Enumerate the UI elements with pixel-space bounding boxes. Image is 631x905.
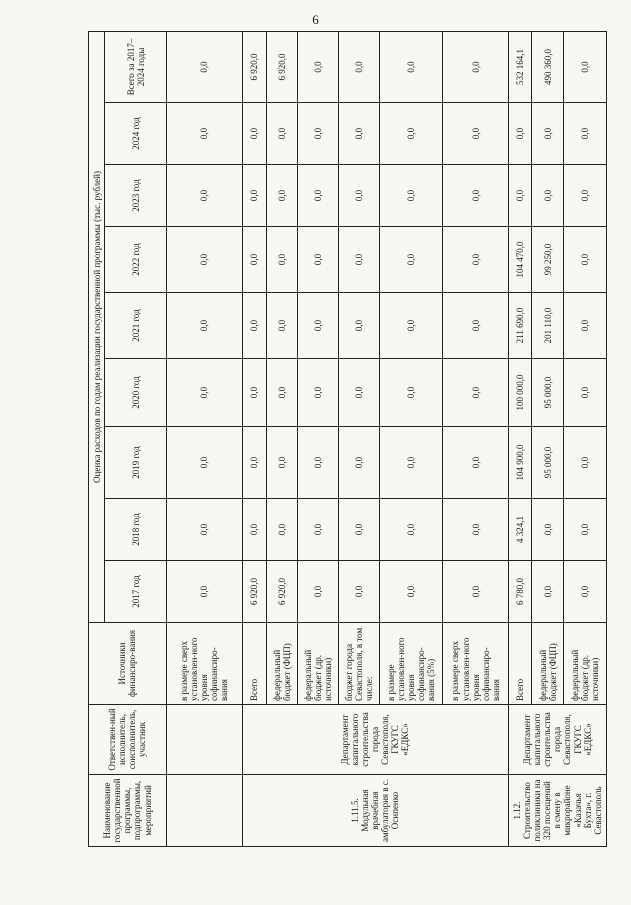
table-row: [166, 31, 242, 846]
responsible-cell: Департамент капитального строительства города Севастополя, ГКУГС «ЕДКС»: [508, 705, 606, 775]
value-cell: 0,0: [166, 499, 242, 561]
value-cell: 0,0: [379, 293, 443, 359]
value-cell: 0,0: [443, 359, 509, 427]
value-cell: 6 920,0: [242, 31, 267, 102]
source-cell: бюджет города Севастополя, в том числе:: [338, 623, 379, 705]
program-name-cell: 1.11.5. Модульная врачебная амбулатория в с. Осипенко: [242, 775, 508, 847]
value-cell: 0,0: [297, 31, 338, 102]
value-cell: 0,0: [166, 293, 242, 359]
value-cell: 0,0: [297, 227, 338, 293]
value-cell: 0,0: [379, 359, 443, 427]
value-cell: 0,0: [508, 165, 531, 227]
source-cell: федеральный бюджет (др. источники): [297, 623, 338, 705]
header-year-2023: 2023 год: [105, 165, 166, 227]
value-cell: 0,0: [166, 227, 242, 293]
source-cell: федеральный бюджет (др. источники): [564, 623, 607, 705]
value-cell: 211 690,0: [508, 293, 531, 359]
value-cell: 0,0: [166, 103, 242, 165]
header-year-2024: 2024 год: [105, 103, 166, 165]
value-cell: 0,0: [443, 31, 509, 102]
value-cell: 0,0: [267, 499, 298, 561]
value-cell: 0,0: [242, 359, 267, 427]
value-cell: 532 164,1: [508, 31, 531, 102]
header-year-2020: 2020 год: [105, 359, 166, 427]
value-cell: 0,0: [443, 427, 509, 499]
value-cell: 0,0: [267, 359, 298, 427]
value-cell: 0,0: [564, 103, 607, 165]
value-cell: 0,0: [267, 227, 298, 293]
name-cell-empty: [166, 775, 242, 847]
value-cell: 0,0: [166, 31, 242, 102]
value-cell: 0,0: [297, 359, 338, 427]
source-cell: федеральный бюджет (ФЦП): [267, 623, 298, 705]
value-cell: 0,0: [166, 561, 242, 623]
value-cell: 0,0: [297, 165, 338, 227]
value-cell: 6 780,0: [508, 561, 531, 623]
source-cell: Всего: [242, 623, 267, 705]
value-cell: 0,0: [297, 427, 338, 499]
budget-table-area: [88, 32, 607, 847]
value-cell: 0,0: [443, 561, 509, 623]
value-cell: 0,0: [267, 165, 298, 227]
value-cell: 0,0: [564, 165, 607, 227]
value-cell: 99 250,0: [532, 227, 564, 293]
value-cell: 0,0: [338, 31, 379, 102]
value-cell: 0,0: [242, 165, 267, 227]
responsible-cell-empty: [166, 705, 242, 775]
program-name-cell: 1.12. Строительство поликлиники на 320 посещений в смену в микрорайоне «Казачья Бухта», г. Севастополь: [508, 775, 606, 847]
value-cell: 0,0: [267, 103, 298, 165]
value-cell: 0,0: [297, 561, 338, 623]
value-cell: 0,0: [564, 293, 607, 359]
value-cell: 0,0: [443, 103, 509, 165]
value-cell: 0,0: [532, 165, 564, 227]
value-cell: 0,0: [532, 561, 564, 623]
source-cell: в размере сверх установлен-ного уровня софинансиро-вания: [443, 623, 509, 705]
table-row: [242, 31, 267, 846]
header-year-2017: 2017 год: [105, 561, 166, 623]
rotated-table-container: [88, 32, 607, 847]
value-cell: 0,0: [379, 499, 443, 561]
source-cell: Всего: [508, 623, 531, 705]
value-cell: 0,0: [242, 227, 267, 293]
value-cell: 0,0: [564, 427, 607, 499]
value-cell: 0,0: [267, 293, 298, 359]
value-cell: 0,0: [242, 103, 267, 165]
value-cell: 0,0: [338, 561, 379, 623]
value-cell: 100 000,0: [508, 359, 531, 427]
header-responsible: Ответствен-ный исполнитель, соисполнитель, участник: [89, 705, 167, 775]
value-cell: 0,0: [338, 359, 379, 427]
value-cell: 0,0: [379, 561, 443, 623]
value-cell: 201 110,0: [532, 293, 564, 359]
value-cell: 0,0: [443, 293, 509, 359]
value-cell: 0,0: [267, 427, 298, 499]
source-cell: в размере сверх установлен-ного уровня софинансиро-вания: [166, 623, 242, 705]
value-cell: 6 920,0: [267, 31, 298, 102]
value-cell: 4 324,1: [508, 499, 531, 561]
header-total: Всего за 2017–2024 годы: [105, 31, 166, 102]
value-cell: 0,0: [379, 427, 443, 499]
value-cell: 0,0: [379, 103, 443, 165]
value-cell: 104 470,0: [508, 227, 531, 293]
value-cell: 0,0: [443, 227, 509, 293]
header-name: Наименование государственной программы, подпрограммы, мероприятий: [89, 775, 167, 847]
value-cell: 490 360,0: [532, 31, 564, 102]
value-cell: 0,0: [564, 31, 607, 102]
value-cell: 0,0: [564, 561, 607, 623]
value-cell: 0,0: [242, 427, 267, 499]
value-cell: 0,0: [242, 499, 267, 561]
value-cell: 0,0: [338, 103, 379, 165]
source-cell: федеральный бюджет (ФЦП): [532, 623, 564, 705]
value-cell: 95 000,0: [532, 427, 564, 499]
table-row: [508, 31, 531, 846]
value-cell: 0,0: [242, 293, 267, 359]
value-cell: 0,0: [297, 293, 338, 359]
responsible-cell: Департамент капитального строительства города Севастополя, ГКУГС «ЕДКС»: [242, 705, 508, 775]
header-year-2022: 2022 год: [105, 227, 166, 293]
value-cell: 0,0: [297, 103, 338, 165]
value-cell: 6 920,0: [267, 561, 298, 623]
value-cell: 0,0: [443, 499, 509, 561]
value-cell: 0,0: [564, 359, 607, 427]
header-estimate-title: Оценка расходов по годам реализации государственной программы (тыс. рублей): [89, 31, 105, 622]
value-cell: 95 000,0: [532, 359, 564, 427]
value-cell: 0,0: [338, 427, 379, 499]
header-source: Источники финансиро-вания: [89, 623, 167, 705]
value-cell: 0,0: [443, 165, 509, 227]
value-cell: 0,0: [379, 165, 443, 227]
value-cell: 0,0: [166, 427, 242, 499]
value-cell: 0,0: [508, 103, 531, 165]
value-cell: 0,0: [297, 499, 338, 561]
value-cell: 0,0: [532, 103, 564, 165]
header-year-2019: 2019 год: [105, 427, 166, 499]
value-cell: 104 900,0: [508, 427, 531, 499]
value-cell: 0,0: [379, 31, 443, 102]
value-cell: 0,0: [338, 165, 379, 227]
header-year-2018: 2018 год: [105, 499, 166, 561]
value-cell: 6 920,0: [242, 561, 267, 623]
value-cell: 0,0: [166, 359, 242, 427]
budget-table: [88, 31, 607, 847]
value-cell: 0,0: [564, 227, 607, 293]
value-cell: 0,0: [564, 499, 607, 561]
header-year-2021: 2021 год: [105, 293, 166, 359]
value-cell: 0,0: [379, 227, 443, 293]
value-cell: 0,0: [338, 227, 379, 293]
value-cell: 0,0: [532, 499, 564, 561]
value-cell: 0,0: [166, 165, 242, 227]
page-number: 6: [312, 12, 319, 27]
value-cell: 0,0: [338, 293, 379, 359]
value-cell: 0,0: [338, 499, 379, 561]
source-cell: в размере установлен-ного уровня софинансиро-вания (5%): [379, 623, 443, 705]
